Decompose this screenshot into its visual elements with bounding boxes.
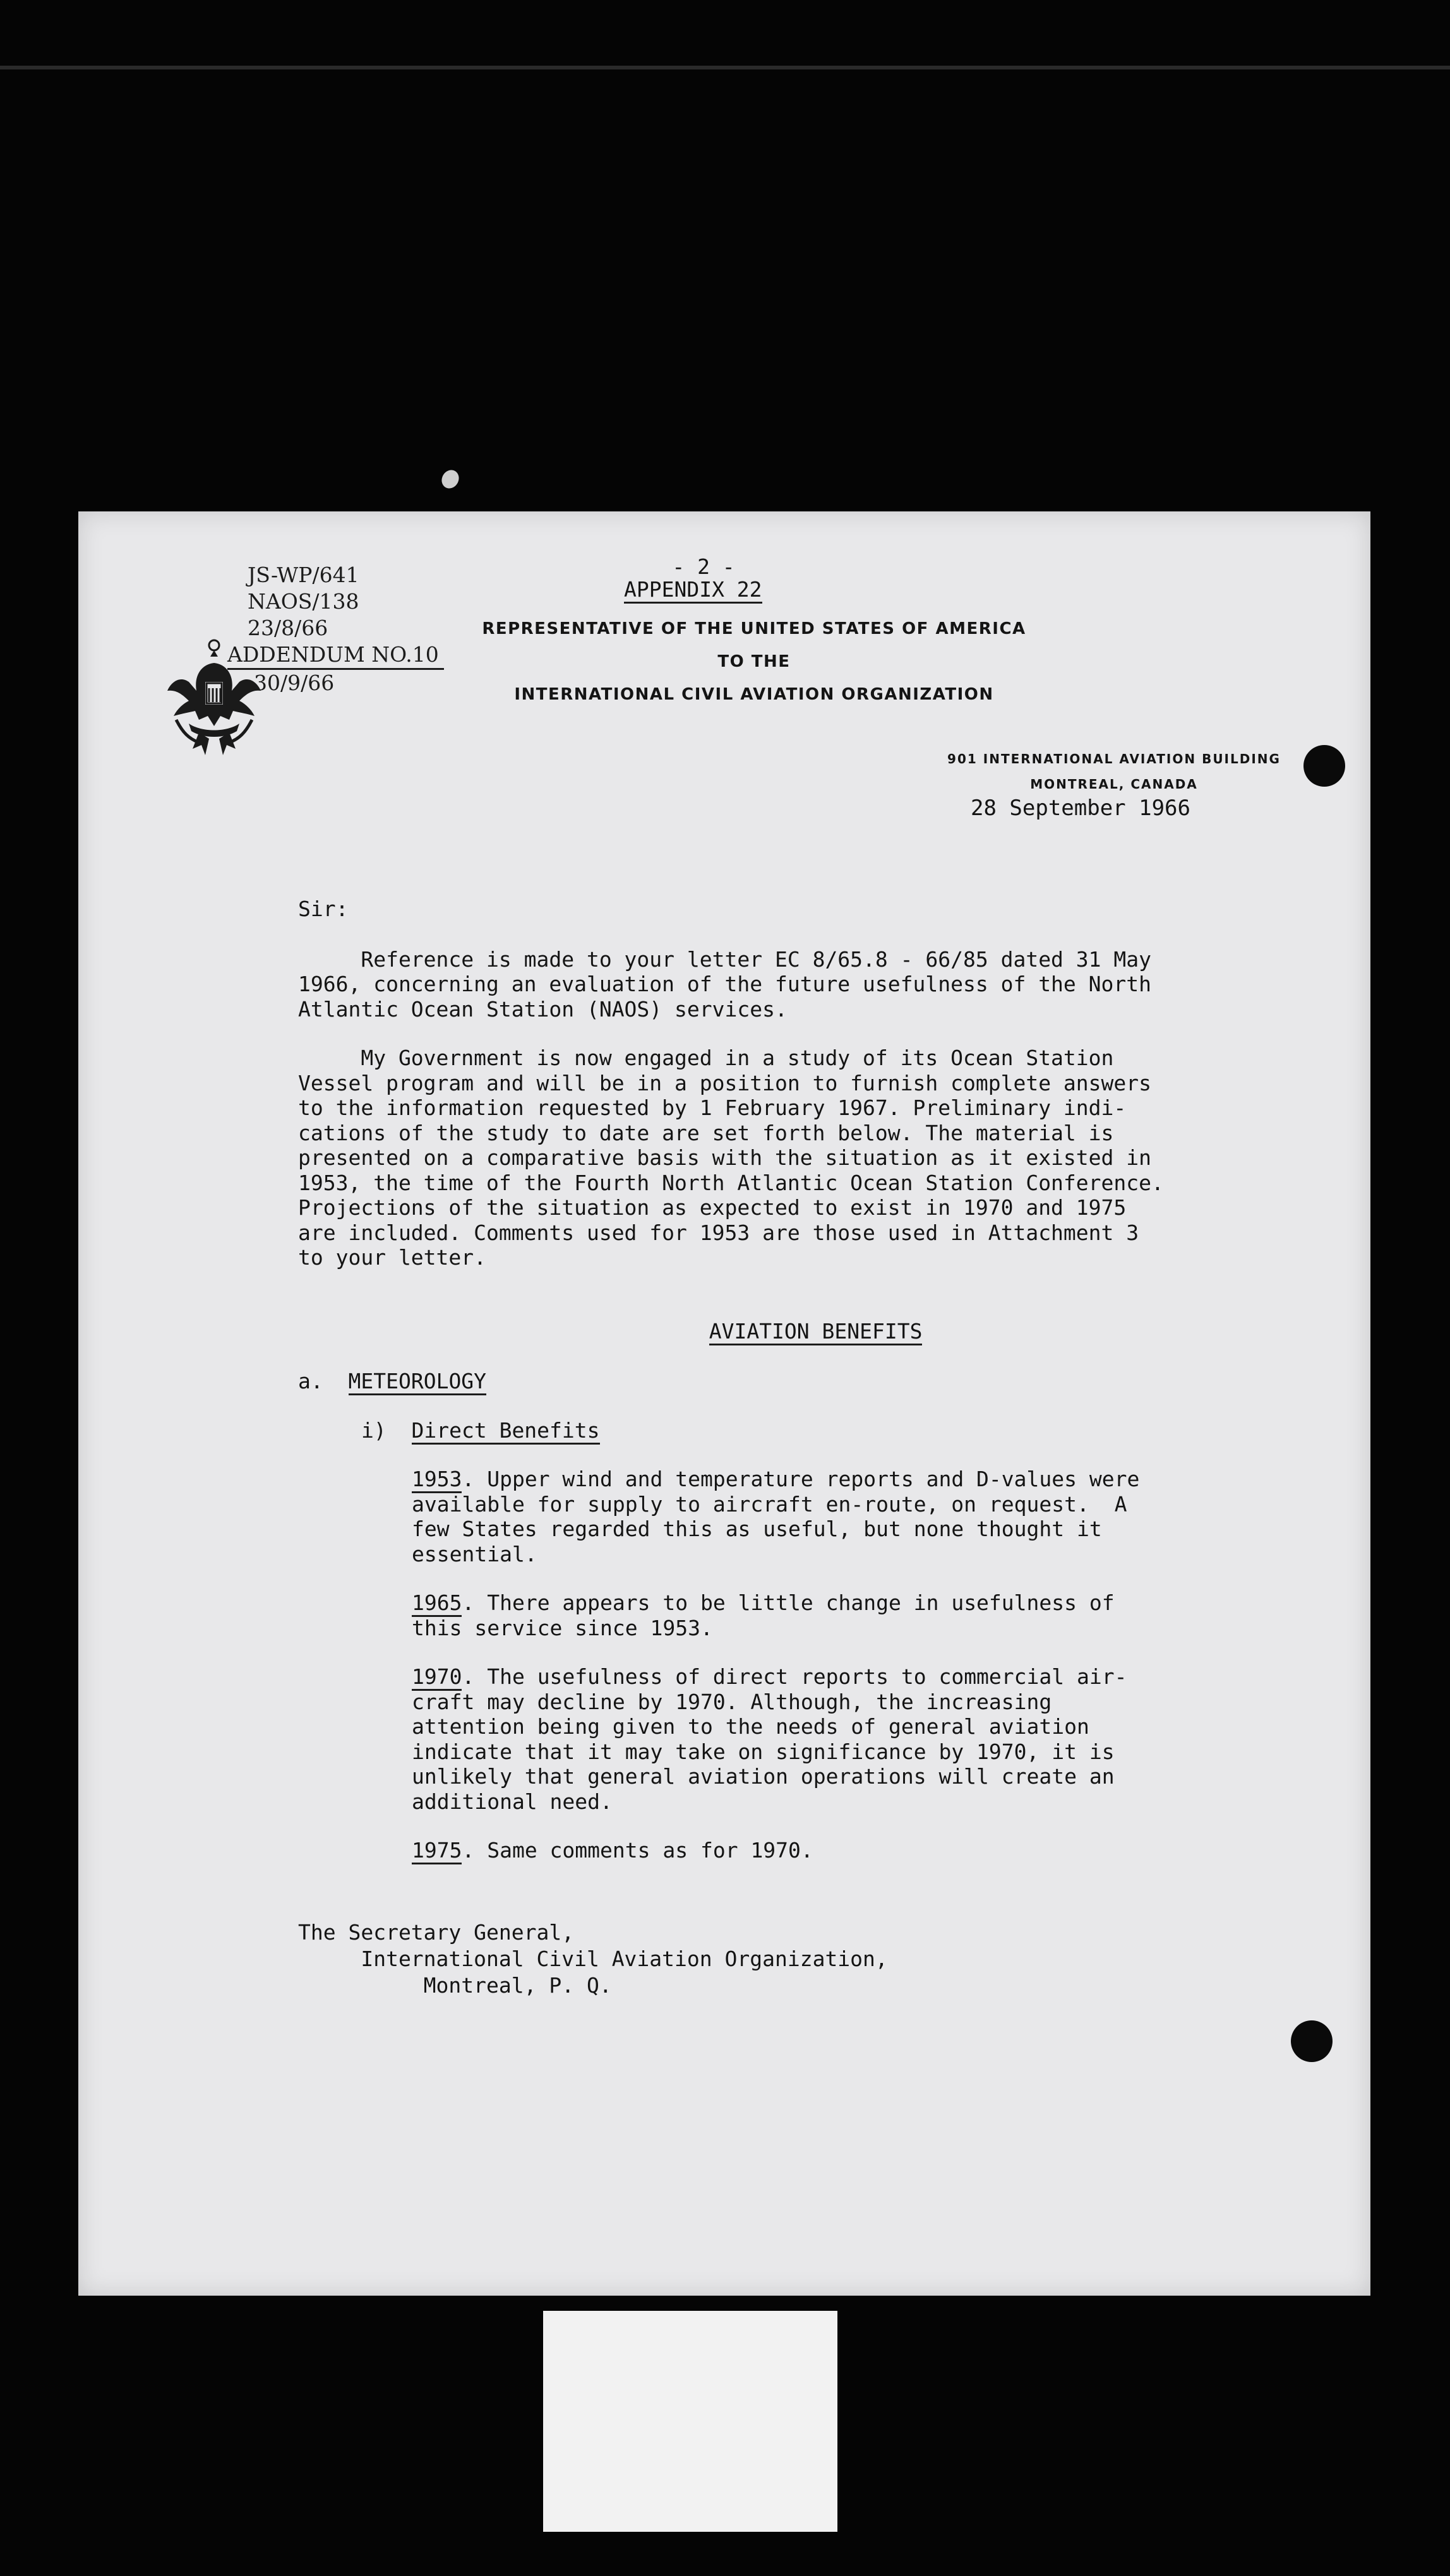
letterhead (344, 612, 1165, 711)
film-speck (438, 467, 462, 492)
entry-line: . There appears to be little change in usefulness of (462, 1590, 1115, 1615)
item-title: Direct Benefits (412, 1418, 600, 1445)
subsection-title: METEOROLOGY (349, 1369, 487, 1395)
punch-hole-bottom (1291, 2020, 1333, 2062)
letter-body (298, 897, 1283, 1887)
addressee-block (298, 1919, 888, 1999)
item-heading (298, 1418, 1283, 1443)
subsection-label: a. (298, 1369, 323, 1393)
entry-line: . The usefulness of direct reports to commercial air- (462, 1664, 1127, 1689)
entry-line: . Same comments as for 1970. (462, 1838, 813, 1863)
paragraph-reference (298, 947, 1283, 1022)
entry-line: attention being given to the needs of general aviation (412, 1714, 1089, 1739)
entry-1970 (298, 1664, 1283, 1814)
paragraph-line: My Government is now engaged in a study of its Ocean Station (298, 1046, 1114, 1070)
entry-line: few States regarded this as useful, but none thought it (412, 1517, 1102, 1541)
addendum-label: ADDENDUM NO.10 (227, 641, 444, 670)
file-code: 23/8/66 (248, 616, 328, 640)
entry-year: 1953 (412, 1467, 462, 1493)
paragraph-line: presented on a comparative basis with the situation as it existed in (298, 1145, 1152, 1170)
entry-line: craft may decline by 1970. Although, the increasing (412, 1689, 1052, 1714)
appendix-label: APPENDIX 22 (624, 577, 762, 604)
letterhead-line: INTERNATIONAL CIVIL AVIATION ORGANIZATION (514, 685, 994, 704)
salutation: Sir: (298, 897, 349, 921)
paragraph-line: Vessel program and will be in a position to furnish complete answers (298, 1070, 1152, 1095)
file-code: JS-WP/641 (248, 563, 359, 587)
entry-1953 (298, 1467, 1283, 1566)
addressee-line: The Secretary General, (298, 1920, 575, 1945)
entry-year: 1975 (412, 1838, 462, 1864)
paragraph-line: 1966, concerning an evaluation of the future usefulness of the North (298, 972, 1152, 996)
letter-page (78, 511, 1370, 2296)
entry-line: . Upper wind and temperature reports and D-values were (462, 1467, 1140, 1491)
entry-line: indicate that it may take on significance by 1970, it is (412, 1739, 1115, 1764)
entry-year: 1965 (412, 1590, 462, 1617)
letterhead-line: TO THE (717, 652, 791, 671)
scanner-edge-line (0, 66, 1450, 69)
item-label: i) (361, 1417, 386, 1443)
addressee-line: Montreal, P. Q. (298, 1973, 612, 1998)
paragraph-line: Atlantic Ocean Station (NAOS) services. (298, 996, 788, 1022)
entry-year: 1970 (412, 1664, 462, 1691)
paragraph-government-study (298, 1046, 1283, 1270)
bleed-through-text (205, 516, 215, 537)
paragraph-line: 1953, the time of the Fourth North Atlantic Ocean Station Conference. (298, 1170, 1164, 1195)
section-heading (298, 1294, 1283, 1369)
page-number: - 2 - (672, 554, 735, 579)
entry-line: additional need. (412, 1789, 613, 1814)
addendum-date: 30/9/66 (254, 671, 335, 695)
paragraph-line: Reference is made to your letter EC 8/65.8 - 66/85 dated 31 May (298, 946, 1152, 972)
paragraph-line: to your letter. (298, 1245, 487, 1270)
entry-line: available for supply to aircraft en-route, on request. A (412, 1491, 1127, 1517)
blank-target-slip (543, 2311, 837, 2532)
paragraph-line: are included. Comments used for 1953 are those used in Attachment 3 (298, 1220, 1139, 1245)
letter-date: 28 September 1966 (971, 796, 1190, 821)
subsection-heading (298, 1369, 1283, 1394)
letterhead-line: REPRESENTATIVE OF THE UNITED STATES OF AMERICA (482, 619, 1026, 638)
paragraph-line: cations of the study to date are set forth below. The material is (298, 1120, 1114, 1145)
entry-line: essential. (412, 1541, 537, 1566)
sender-address (899, 746, 1329, 797)
section-heading-text: AVIATION BENEFITS (709, 1319, 923, 1345)
paragraph-line: to the information requested by 1 February 1967. Preliminary indi- (298, 1095, 1127, 1120)
address-line: 901 INTERNATIONAL AVIATION BUILDING (947, 751, 1281, 766)
paragraph-line: Projections of the situation as expected to exist in 1970 and 1975 (298, 1195, 1127, 1220)
entry-1975 (298, 1838, 1283, 1863)
entry-line: unlikely that general aviation operations will create an (412, 1764, 1115, 1789)
file-code: NAOS/138 (248, 589, 359, 614)
address-line: MONTREAL, CANADA (1030, 777, 1198, 792)
entry-1965 (298, 1590, 1283, 1640)
entry-line: this service since 1953. (412, 1615, 713, 1640)
addressee-line: International Civil Aviation Organization, (298, 1947, 888, 1971)
